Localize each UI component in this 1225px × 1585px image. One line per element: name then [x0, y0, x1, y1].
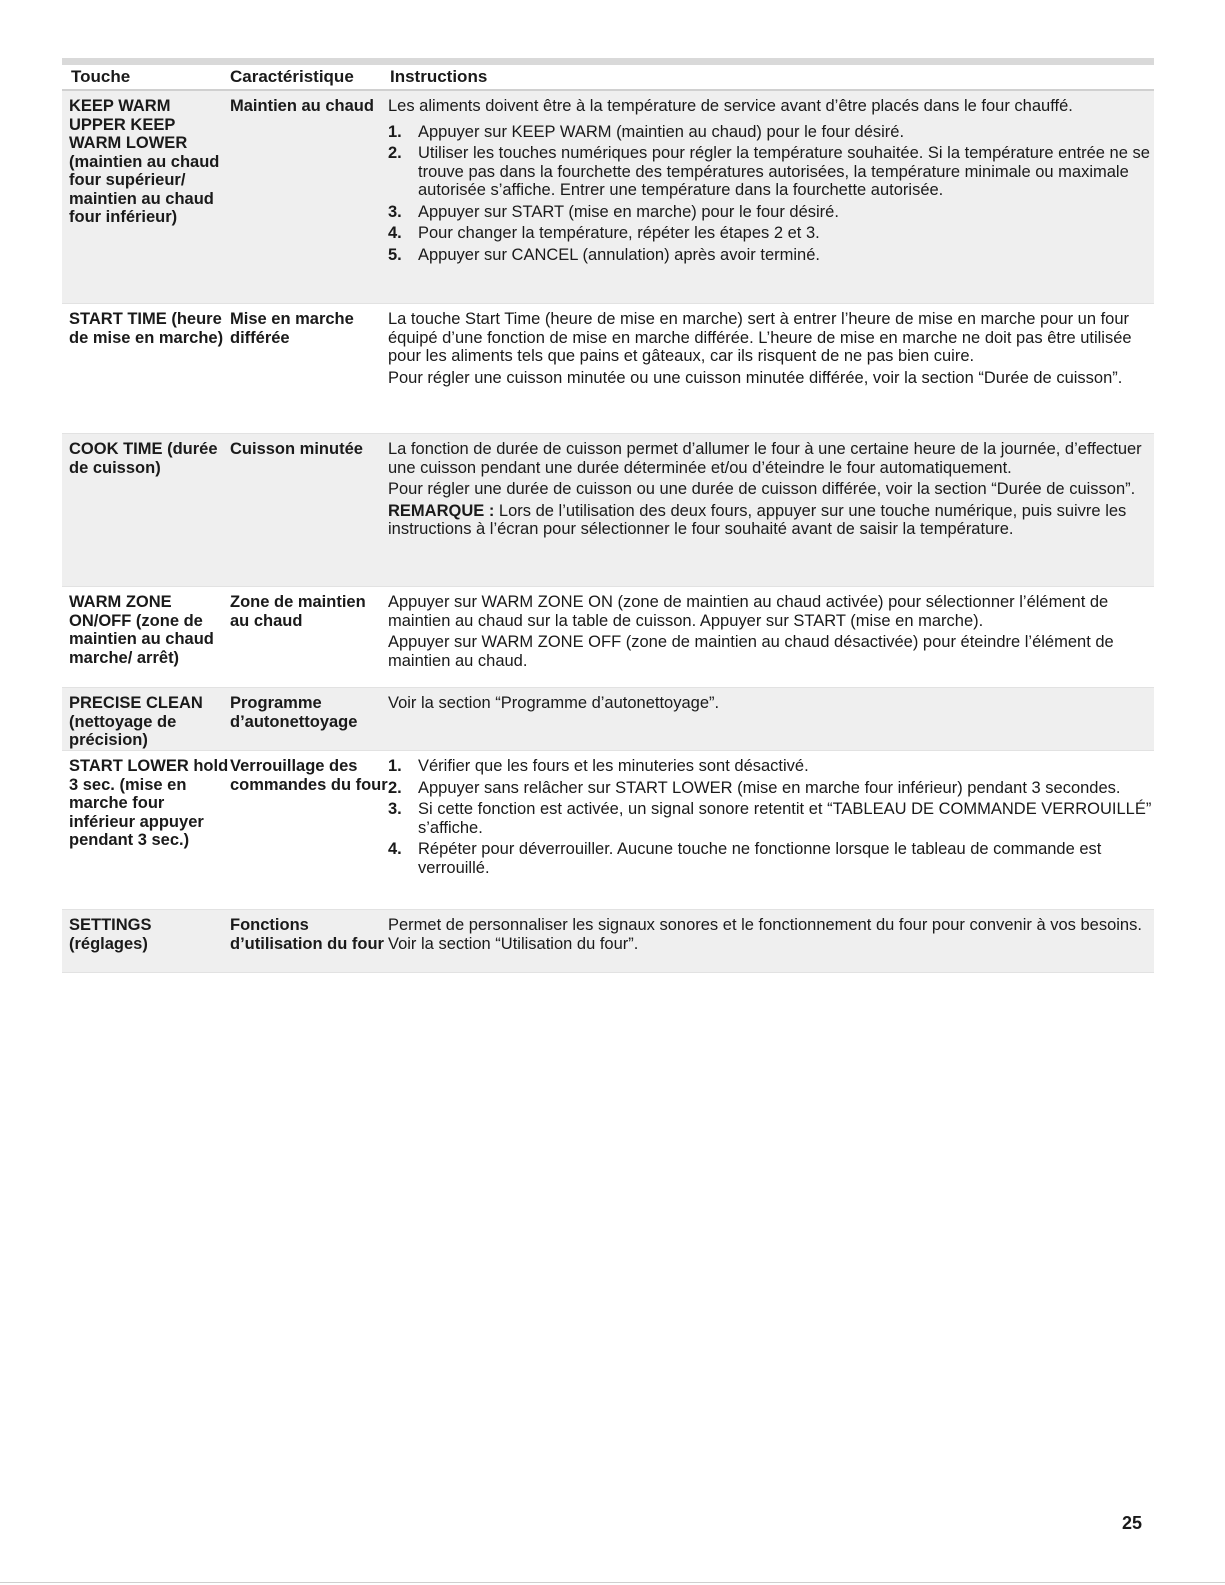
list-item [388, 779, 1154, 798]
touche-cell: PRECISE CLEAN (nettoyage de précision) [69, 694, 203, 749]
touche-cell: SETTINGS (réglages) [69, 916, 152, 953]
touche-cell: COOK TIME (durée de cuisson) [69, 440, 218, 477]
table-row-settings [62, 910, 1154, 973]
header-caracteristique: Caractéristique [230, 67, 354, 86]
paragraph: Appuyer sur WARM ZONE OFF (zone de maintien au chaud désactivée) pour éteindre l’élément de maintien au chaud. [388, 633, 1114, 670]
bottom-rule [0, 1582, 1225, 1583]
step-number: 5. [388, 245, 402, 264]
touche-cell: WARM ZONE ON/OFF (zone de maintien au chaud marche/ arrêt) [69, 593, 214, 667]
list-item [388, 144, 1154, 200]
list-item [388, 224, 1154, 243]
step-number: 1. [388, 757, 402, 775]
touche-cell: START LOWER hold 3 sec. (mise en marche four inférieur appuyer pendant 3 sec.) [69, 757, 229, 849]
header-instructions: Instructions [390, 67, 488, 86]
paragraph: La touche Start Time (heure de mise en marche) sert à entrer l’heure de mise en marche pour un four équipé d’une fonction de mise en marche différée. L’heure de mise en marche ne doit pas être utilisée pour les aliments tels que pains et gâteaux, car ils risquent de ne pas bien cuire. [388, 310, 1132, 365]
instructions-cell [388, 97, 1154, 296]
note-text: Lors de l’utilisation des deux fours, appuyer sur une touche numérique, puis suivre les instructions à l’écran pour sélectionner le four souhaité avant de saisir la température. [388, 501, 1127, 538]
table-header [62, 65, 1154, 91]
instructions-cell [388, 694, 1154, 743]
instructions-cell [388, 916, 1154, 965]
paragraph: Voir la section “Programme d’autonettoyage”. [388, 694, 720, 712]
header-touche: Touche [71, 67, 131, 86]
list-item [388, 123, 1154, 142]
caracteristique-cell: Cuisson minutée [230, 440, 363, 458]
table-row-cook-time [62, 434, 1154, 587]
step-text: Appuyer sur CANCEL (annulation) après avoir terminé. [418, 245, 820, 264]
step-number: 3. [388, 202, 402, 221]
list-item [388, 246, 1154, 265]
caracteristique-cell: Fonctions d’utilisation du four [230, 916, 384, 953]
page-number: 25 [1121, 1513, 1142, 1533]
list-item [388, 203, 1154, 222]
step-text: Répéter pour déverrouiller. Aucune touche ne fonctionne lorsque le tableau de commande est verrouillé. [418, 840, 1102, 877]
step-text: Utiliser les touches numériques pour régler la température souhaitée. Si la température entrée ne se trouve pas dans la fourchette des températures autorisées, la température minimale ou maximale autorisée s’affiche. Entrer une température dans la fourchette autorisée. [418, 144, 1150, 199]
caracteristique-cell: Mise en marche différée [230, 310, 354, 347]
paragraph: Appuyer sur WARM ZONE ON (zone de maintien au chaud activée) pour sélectionner l’élément de maintien au chaud sur la table de cuisson. Appuyer sur START (mise en marche). [388, 593, 1109, 630]
table-row-keep-warm [62, 91, 1154, 304]
caracteristique-cell: Programme d’autonettoyage [230, 694, 358, 731]
list-item [388, 840, 1154, 877]
paragraph: Pour régler une durée de cuisson ou une durée de cuisson différée, voir la section “Durée de cuisson”. [388, 480, 1136, 498]
table-row-precise-clean [62, 688, 1154, 751]
touche-cell: KEEP WARM UPPER KEEP WARM LOWER (maintien au chaud four supérieur/ maintien au chaud four inférieur) [69, 97, 220, 226]
step-number: 4. [388, 840, 402, 858]
table-row-start-time [62, 304, 1154, 434]
paragraph: Pour régler une cuisson minutée ou une cuisson minutée différée, voir la section “Durée de cuisson”. [388, 368, 1123, 387]
step-number: 4. [388, 224, 402, 242]
step-number: 2. [388, 144, 402, 162]
instructions-cell [388, 310, 1154, 426]
paragraph: La fonction de durée de cuisson permet d’allumer le four à une certaine heure de la journée, d’effectuer une cuisson pendant une durée déterminée et/ou d’éteindre le four automatiquement. [388, 440, 1142, 477]
intro-text: Les aliments doivent être à la température de service avant d’être placés dans le four chauffé. [388, 97, 1073, 115]
caracteristique-cell: Maintien au chaud [230, 97, 374, 115]
step-number: 2. [388, 778, 402, 797]
step-text: Si cette fonction est activée, un signal sonore retentit et “TABLEAU DE COMMANDE VERROUILLÉ” s’affiche. [418, 800, 1152, 837]
step-number: 1. [388, 122, 402, 141]
step-number: 3. [388, 800, 402, 818]
features-table [62, 58, 1154, 973]
table-row-warm-zone [62, 587, 1154, 688]
instructions-cell [388, 593, 1154, 680]
step-text: Appuyer sans relâcher sur START LOWER (mise en marche four inférieur) pendant 3 secondes. [418, 778, 1121, 797]
caracteristique-cell: Zone de maintien au chaud [230, 593, 366, 630]
step-text: Appuyer sur KEEP WARM (maintien au chaud) pour le four désiré. [418, 122, 905, 141]
touche-cell: START TIME (heure de mise en marche) [69, 310, 224, 347]
steps-list [388, 123, 1154, 265]
instructions-cell [388, 757, 1154, 902]
note-label: REMARQUE : [388, 501, 495, 520]
paragraph: Permet de personnaliser les signaux sonores et le fonctionnement du four pour convenir à vos besoins. Voir la section “Utilisation du four”. [388, 916, 1142, 953]
steps-list [388, 757, 1154, 877]
caracteristique-cell: Verrouillage des commandes du four [230, 757, 388, 794]
step-text: Vérifier que les fours et les minuteries sont désactivé. [418, 757, 809, 775]
instructions-cell [388, 440, 1154, 579]
step-text: Pour changer la température, répéter les étapes 2 et 3. [418, 224, 820, 242]
note [388, 502, 1154, 539]
list-item [388, 800, 1154, 837]
step-text: Appuyer sur START (mise en marche) pour le four désiré. [418, 202, 839, 221]
top-rule [62, 58, 1154, 65]
table-row-start-lower [62, 751, 1154, 910]
list-item [388, 757, 1154, 776]
